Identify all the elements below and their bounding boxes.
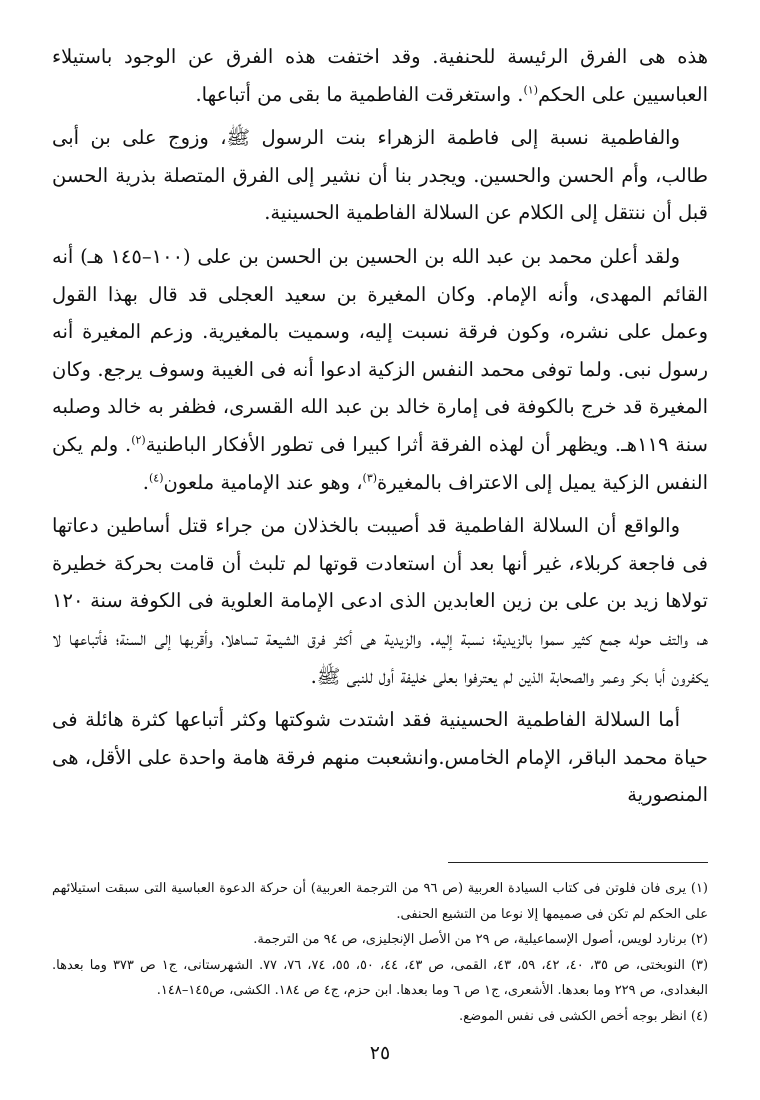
body-paragraph xyxy=(52,119,708,232)
paragraph-text: أما السلالة الفاطمية الحسينية فقد اشتدت شوكتها وكثر أتباعها كثرة هائلة فى حياة محمد الباقر، الإمام الخامس.وانشعبت منهم فرقة هامة واحدة على الأقل، هى المنصورية xyxy=(52,708,708,807)
paragraph-text: والواقع أن السلالة الفاطمية قد أصيبت بالخذلان من جراء قتل أساطين دعاتها فى فاجعة كربلاء، غير أنها بعد أن استعادت قوتها لم تلبث أن قامت بحركة خطيرة تولاها زيد بن على بن زين العابدين الذى ادعى الإمامة العلوية فى الكوفة سنة ١٢٠ هـ، والتف حوله جمع كثير سموا بالزيدية؛ نسبة إليه. والزيدية هى أكثر فرق الشيعة تساهلا، وأقربها إلى السنة؛ فأتباعها لا يكفرون أبا بكر وعمر والصحابة الذين لم يعترفوا بعلى خليفة أول للنبى ﷺ. xyxy=(52,514,708,688)
footnote-ref: (٢) xyxy=(131,433,146,447)
body-paragraph xyxy=(52,701,708,814)
footnotes xyxy=(52,876,708,1029)
footnote: (١) يرى فان فلوتن فى كتاب السيادة العربية (ص ٩٦ من الترجمة العربية) أن حركة الدعوة العباسية التى سبقت استيلائهم على الحكم لم تكن فى صميمها إلا نوعا من التشيع الحنفى. xyxy=(52,881,708,922)
footnote: (٢) برنارد لويس، أصول الإسماعيلية، ص ٢٩ من الأصل الإنجليزى، ص ٩٤ من الترجمة. xyxy=(253,932,708,947)
footnote: (٣) النوبختى، ص ٣٥، ٤٠، ٤٢، ٥٩، ٤٣، القمى، ص ٤٣، ٤٤، ٥٠، ٥٥، ٧٤، ٧٦، ٧٧. الشهرستانى، ج١ ص ٣٧٣ وما بعدها. البغدادى، ص ٢٢٩ وما بعدها. الأشعرى، ج١ ص ٦ وما بعدها. ابن حزم، ج٤ ص ١٨٤. الكشى، ص١٤٥–١٤٨. xyxy=(52,957,709,998)
footnote: (٤) انظر بوجه أخص الكشى فى نفس الموضع. xyxy=(459,1008,708,1024)
footnote-ref: (١) xyxy=(523,83,539,97)
body-paragraph xyxy=(52,507,708,695)
paragraph-text: . xyxy=(142,470,149,494)
paragraph-text: ولقد أعلن محمد بن عبد الله بن الحسين بن الحسن بن على (١٠٠–١٤٥ هـ) أنه القائم المهدى، وأنه الإمام. وكان المغيرة بن سعيد العجلى قد قال بهذا القول وعمل على نشره، وكون فرقة نسبت إليه، وسميت بالمغيرية. وزعم المغيرة أنه رسول نبى. ولما توفى محمد النفس الزكية ادعوا أنه فى الغيبة وسوف يرجع. وكان المغيرة قد خرج بالكوفة فى إمارة خالد بن عبد الله القسرى، فظفر به خالد وصلبه سنة ١١٩هـ. ويظهر أن لهذه الفرقة أثرا كبيرا فى تطور الأفكار الباطنية xyxy=(52,244,708,456)
body-paragraph xyxy=(52,38,708,113)
paragraph-text: هذه هى الفرق الرئيسة للحنفية. وقد اختفت هذه الفرق عن الوجود باستيلاء العباسيين على الحكم xyxy=(52,45,708,106)
paragraph-text: ، وهو عند الإمامية ملعون xyxy=(163,470,363,494)
main-text xyxy=(52,38,708,820)
paragraph-text: والفاطمية نسبة إلى فاطمة الزهراء بنت الرسول ﷺ، وزوج على بن أبى طالب، وأم الحسن والحسين. ويجدر بنا أن نشير إلى الفرق المتصلة بذرية الحسن قبل أن ننتقل إلى الكلام عن السلالة الفاطمية الحسينية. xyxy=(52,126,708,225)
footnote-separator xyxy=(448,862,708,863)
footnote-ref: (٤) xyxy=(148,471,164,485)
page-number: ٢٥ xyxy=(369,1042,391,1064)
paragraph-text: . واستغرقت الفاطمية ما بقى من أتباعها. xyxy=(195,82,524,106)
paragraph-text: . ولم يكن النفس الزكية يميل إلى الاعتراف بالمغيرة xyxy=(52,432,708,494)
footnote-ref: (٣) xyxy=(362,471,378,485)
body-paragraph xyxy=(52,238,708,501)
